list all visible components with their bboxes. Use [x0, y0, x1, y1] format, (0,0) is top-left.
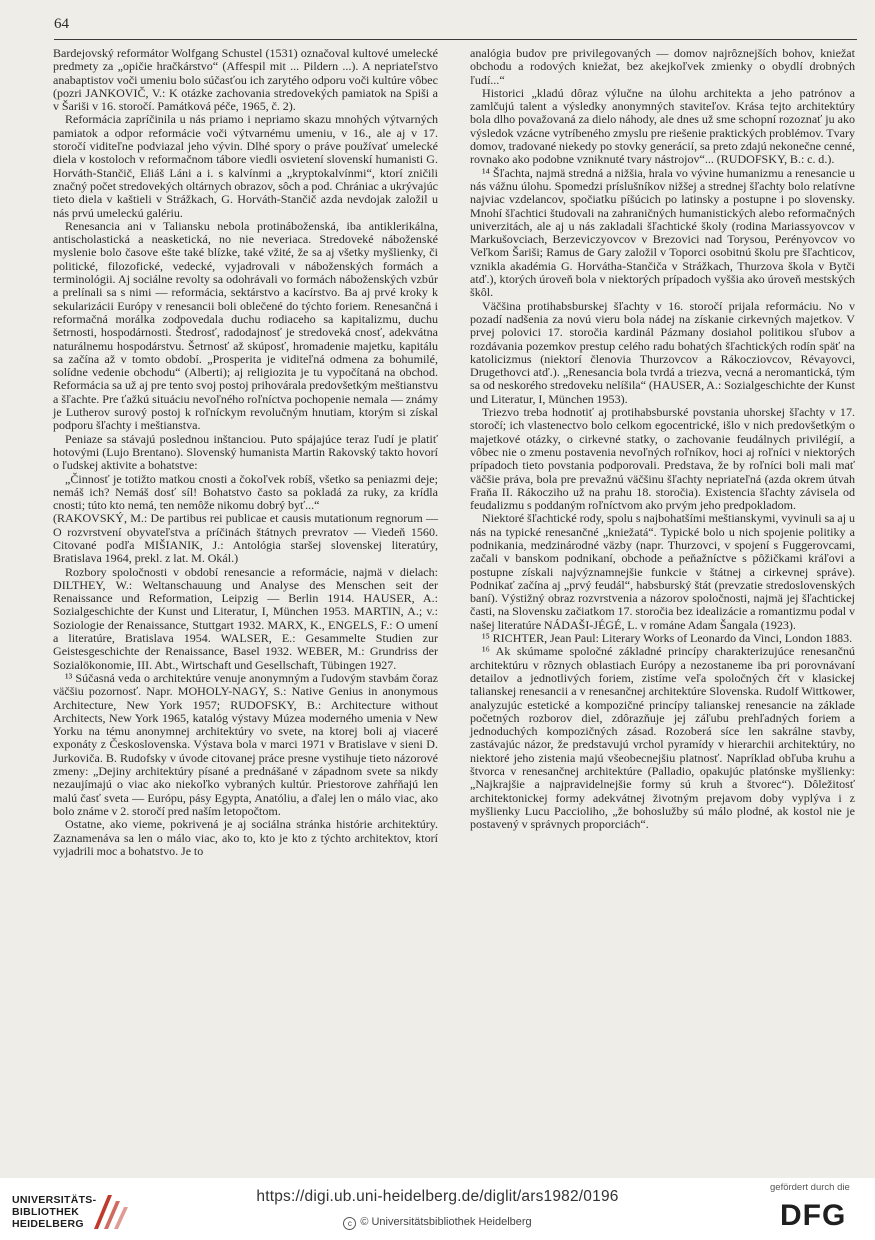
funding-label: gefördert durch die — [770, 1182, 850, 1193]
paragraph: Väčšina protihabsburskej šľachty v 16. storočí prijala reformáciu. No v pozadí nadšenia za novú vieru bola nádej na získanie cirkevných majetkov. V prvej polovici 17. storočia kardinál Pázmany dosiahol politikou sľubov a rozdávania pozemkov prestup celého radu bohatých šľachtických rodín späť na katolicizmus (niektorí členovia Thurzovcov a Rákocziovcov, Révayovci, Drugethovci atď.). „Renesancia bola tvrdá a triezva, vecná a neromantická, tým sa od neskorého stredoveku nelíšila“ (HAUSER, A.: Sozialgeschichte der Kunst und Literatur, I, München 1953). — [470, 298, 856, 406]
dfg-logo-icon: DFG — [780, 1199, 847, 1232]
paragraph: Bardejovský reformátor Wolfgang Schustel (1531) označoval kultové umelecké predmety za „opičie hračkárstvo“ (Affespil mit ... Pildern ...). A nepriateľstvo anabaptistov voči umeniu bolo súčasťou ich zarytého odporu voči kultúre vôbec (pozri JANKOVIČ, V.: K otázke zachovania stredovekých pamiatok na Spiši a v Šariši v 16. storočí. Památková péče, 1965, č. 2). — [53, 46, 438, 114]
university-library-logo-icon — [90, 1191, 130, 1233]
logo-text-line: BIBLIOTHEK — [12, 1206, 80, 1218]
header-rule — [54, 39, 857, 40]
paragraph: Triezvo treba hodnotiť aj protihabsburské povstania uhorskej šľachty v 17. storočí; ich vlastenectvo bolo celkom egocentrické, išlo v nich predovšetkým o majetkové otázky, o cirkevné statky, o zachovanie feudálnych privilégií, a vôbec nie o zmenu postavenia nevoľných roľníkov, hoci aj roľníci v niektorých prípadoch tieto povstania podporovali. Predstava, že by roľníci boli mali mať väčšie práva, bola pre prevažnú väčšinu šľachty nepriateľná (azda okrem útvah Fraňa II. Rákocziho už na prahu 18. storočia). Existencia šľachty závisela od feudalizmu s poddaným roľníctvom ako prvým jeho predpokladom. — [470, 405, 855, 513]
paragraph: Historici „kladú dôraz výlučne na úlohu architekta a jeho patrónov a zamlčujú talent a výsledky anonymných staviteľov. Krása tejto architektúry bola dlho považovaná za dielo náhody, ale dnes už sme schopní rozoznať ju ako výsledok vzácne vytríbeného zmyslu pre riešenie praktických problémov. Tvary domov, tradované niekedy po stovky generácií, sa preto zdajú nekonečne cenné, rovnako ako podobne vzniknuté tvary nástrojov“... (RUDOFSKY, B.: c. d.). — [470, 85, 855, 167]
paragraph: Ostatne, ako vieme, pokrivená je aj sociálna stránka histórie architektúry. Zaznamenáva sa len o málo viac, ako to, kto je kto z týchto architektov, ktorí vyjadrili moc a bohatstvo. Je to — [53, 817, 438, 858]
copyright-notice — [230, 1216, 645, 1230]
logo-text-line: HEIDELBERG — [12, 1218, 84, 1230]
paragraph: analógia budov pre privilegovaných — domov najrôznejších bohov, kniežat obchodu a rodových kniežat, bez akejkoľvek zmienky o obydlí drobných ľudí...“ — [470, 46, 855, 87]
paragraph: ¹⁵ RICHTER, Jean Paul: Literary Works of Leonardo da Vinci, London 1883. — [482, 631, 853, 646]
paragraph: Peniaze sa stávajú poslednou inštanciou. Puto spájajúce teraz ľudí je platiť hotovými (Lujo Brentano). Slovenský humanista Martin Rakovský takto hovorí o ľudskej aktivite a bohatstve: — [53, 431, 438, 473]
university-library-logo-text — [12, 1194, 96, 1230]
paragraph: Rozbory spoločnosti v období renesancie a reformácie, najmä v dielach: DILTHEY, W.: Weltanschauung und Analyse des Menschen seit der Renaissance und Reformation, Leipzig — Berlin 1914. HAUSER, A.: Sozialgeschichte der Kunst und Literatur, I, München 1953. MARTIN, A.; v.: Soziologie der Renaissance, Stuttgart 1932. MARX, K., ENGELS, F.: O umení a literatúre, Bratislava 1954. WALSER, E.: Gesammelte Studien zur Geistesgeschichte der Renaissance, Basel 1932. WEBER, M.: Grundriss der Sozialökonomie, III. Abt., Wirtschaft und Gesellschaft, Tübingen 1927. — [53, 564, 438, 672]
paragraph: ¹³ Súčasná veda o architektúre venuje anonymným a ľudovým stavbám čoraz väčšiu pozornosť. Napr. MOHOLY-NAGY, S.: Native Genius in anonymous Architecture, New York 1957; RUDOFSKY, B.: Architecture without Architects, New York 1965, katalóg výstavy Múzea moderného umenia v New Yorku na tému anonymnej architektúry vo svete, na ktorej boli aj viaceré exponáty z Československa. Výstava bola v marci 1971 v Bratislave v sieni D. Jurkoviča. B. Rudofsky v úvode citovanej práce presne vystihuje tieto názorové zmeny: „Dejiny architektúry písané a prednášané v západnom svete sa nikdy nezaujímajú o viac ako niekoľko vybraných kultúr. Priestorove zahŕňajú len malú časť sveta — Európu, pásy Egypta, Anatóliu, a ďalej len o málo viac, ako bolo známe v 2. storočí pred naším letopočtom. — [53, 670, 438, 818]
right-column — [470, 47, 855, 832]
paragraph: Niektoré šľachtické rody, spolu s najbohatšími meštianskymi, vyvinuli sa aj u nás na typické renesančné „kniežatá“. Typické bolo u nich spojenie politiky a podnikania, medzinárodné väzby (napr. Thurzovci, v spojení s Fuggerovcami, začali v banskom podnikaní, obchode a peňažníctve s pôžičkami kráľovi a postupne získali najvýznamnejšie funkcie v štátnej a cirkevnej správe). Podnikať začína aj „prvý feudál“, habsburský štát (prevzatie stredoslovenských baní). Výstižný obraz rozvrstvenia a názorov spoločnosti, najmä jej šľachtickej časti, na Slovensku začiatkom 17. storočia bez idealizácie a romantizmu podal v našej literatúre NÁDAŠI-JÉGÉ, L. v románe Adam Šangala (1923). — [470, 511, 855, 632]
copyright-text: © Universitätsbibliothek Heidelberg — [360, 1216, 532, 1228]
left-column — [53, 47, 438, 858]
paragraph: Renesancia ani v Taliansku nebola protináboženská, iba antiklerikálna, antischolastická a neasketická, no nie neveriaca. Stredoveké náboženské myslenie bolo časove ešte také blízke, také vžité, že sa aj všetky myšlienky, či politické, filozofické, vedecké, vyjadrovali v náboženských formách a terminológii. Aj sociálne revolty sa odohrávali vo formách náboženských vzbúr a prelínali sa s nimi — reformácia, sektárstvo a kacírstvo. Ba aj prvé kroky k sekularizácii Európy v renesancii boli oblečené do týchto foriem. Renesančná i reformačná morálka zodpovedala duchu rodiaceho sa kapitalizmu, duchu šetrnosti, hospodárnosti. Štedrosť, radodajnosť je stredoveká cnosť, adekvátna naturálnemu hospodárstvu. Šetrnosť až skúposť, hromadenie majetku, kapitálu sa začína až v tomto období. „Prosperita je viditeľná odmena za bohumilé, solídne vedenie obchodu“ (Alberti); aj religiozita je tu vypočítaná na obchod. Reformácia sa už aj pre tento svoj postoj prihovárala predovšetkým meštianstvu a šľachte. Pre ťažkú situáciu nevoľného roľníctva pochopenie nemala — známy je Lutherov surový postoj k roľníckym revolučným hnutiam, ktorým si získal podporu šľachty i meštianstva. — [53, 218, 438, 433]
dfg-funding-badge[interactable] — [762, 1182, 866, 1236]
viewer-footer — [0, 1178, 875, 1240]
paragraph: (RAKOVSKÝ, M.: De partibus rei publicae et causis mutationum regnorum — O rozvrstvení obyvateľstva a príčinách štátnych prevratov — Viedeň 1560. Citované podľa MIŠIANIK, J.: Antológia staršej slovenskej literatúry, Bratislava 1964, prekl. z lat. M. Okál.) — [53, 511, 438, 566]
source-url-link[interactable]: https://digi.ub.uni-heidelberg.de/diglit/ars1982/0196 — [256, 1188, 619, 1205]
university-library-logo[interactable] — [12, 1189, 222, 1233]
paragraph: ¹⁶ Ak skúmame spoločné základné princípy charakterizujúce renesančnú architektúru v rôznych oblastiach Európy a nezostaneme iba pri porovnávaní detailov a jednotlivých foriem, zistíme veľa spoločných čŕt v klasickej talianskej renesancii a v renesančnej architektúre Slovenska. Rudolf Wittkower, analyzujúc estetické a kompozičné princípy talianskej renesancie na základe početných rozborov diel, zdôrazňuje jej záľubu prehľadných foriem a jednoduchých kompozičných zásad. Rozoberá síce len sakrálne stavby, zastávajúc názor, že predstavujú vrchol pyramídy v hierarchii architektúry, no niektoré jeho zistenia majú všeobecnejšiu platnosť. Napríklad obľuba kruhu a štvorca v renesančnej architektúre (Palladio, opakujúc platónske myšlienky: „Najkrajšie a najpravidelnejšie formy sú kruh a štvorec“). Dôležitosť architektonickej formy adekvátnej životným prejavom doby vyplýva i z myšlienky Lucu Paccioliho, „že bohoslužby sú málo plodné, ak kostol nie je postavený v správnych proporciách“. — [470, 644, 855, 832]
paragraph: ¹⁴ Šľachta, najmä stredná a nižšia, hrala vo vývine humanizmu a renesancie u nás vážnu úlohu. Spomedzi príslušníkov nižšej a strednej šľachty bolo relatívne najviac vzdelancov, spočiatku píšúcich po latinsky a postupne i po slovensky. Mnohí šľachtici študovali na zahraničných humanistických alebo reformačných univerzitách, ale aj u nás zakladali šľachtické školy (rodina Mariassyovcov v Markušovciach, Berzeviczyovcov v Brezovici nad Torysou, Perényovcov vo Veľkom Šariši; Ramus de Gary založil v Toporci osobitnú školu pre šľachticov, vznikla akadémia G. Horvátha-Stančiča v Strážkach, Thurzova škola v Bytči atď.), ktorých úroveň bola v niektorých prípadoch vyššia ako úroveň mestských škôl. — [470, 165, 855, 300]
paragraph: „Činnosť je totižto matkou cnosti a čokoľvek robíš, všetko sa peniazmi deje; nemáš ich? Nemáš dosť síl! Bohatstvo často sa pokladá za ruky, za krídla cnosti; túto kto nemá, ten nemôže nikomu dobrý byť...“ — [53, 471, 438, 513]
copyright-icon: c — [343, 1217, 356, 1230]
paragraph: Reformácia zapríčinila u nás priamo i nepriamo skazu mnohých výtvarných pamiatok a odpor reformácie voči výtvarnému umeniu, v 16., ale aj v 17. storočí viditeľne podviazal jeho vývin. Dlhé spory o práve používať umelecké diela v kostoloch v reformačnom tábore viedli osvietení slovenskí humanisti G. Horváth-Stančič, Eliáš Láni a i. s kalvínmi a „kryptokalvínmi“, ktorí zničili značný počet stredovekých oltárnych obrazov, sôch a pod. Chrániac a ukrývajúc tieto diela v kaštieli v Strážkach, G. Horváth-Stančič azda nevdojak založil u nás prvú umeleckú galériu. — [53, 112, 438, 220]
logo-text-line: UNIVERSITÄTS- — [12, 1194, 97, 1206]
page-number: 64 — [54, 16, 69, 32]
